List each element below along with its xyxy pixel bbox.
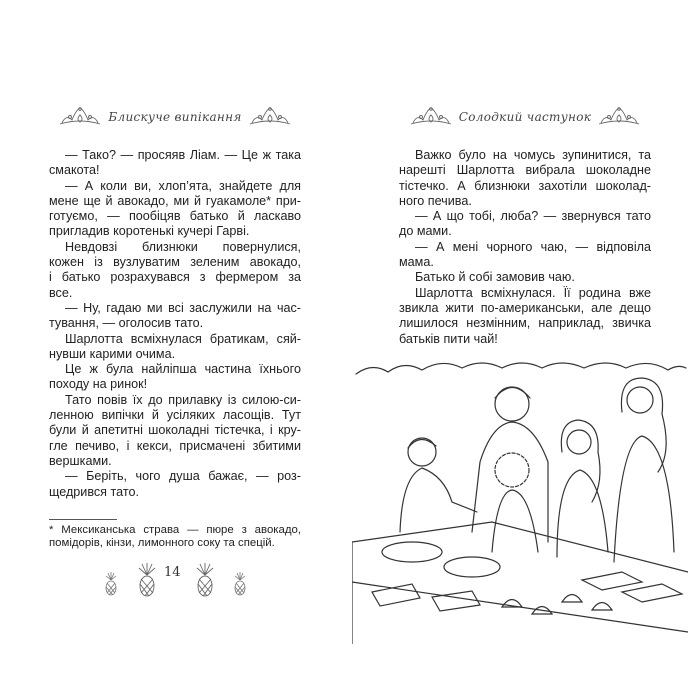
text-line: вершками. [49, 453, 112, 468]
text-line: пригладив коротенькі кучері Гарві. [49, 224, 250, 239]
text-line: до мами. [399, 224, 452, 239]
text-line: Невдовзі близнюки повернулися, [65, 239, 301, 254]
text-line: батьків пити чай! [399, 331, 498, 346]
text-line: — Беріть, чого душа бажає, — роз- [65, 469, 301, 484]
tiara-icon [409, 106, 453, 128]
text-line: нувши карими очима. [49, 346, 176, 361]
pineapple-icon [104, 572, 118, 596]
footnote-divider [49, 519, 117, 520]
text-line: мама. [399, 255, 434, 270]
text-line: були й апетитні шоколадні тістечка, і кру- [49, 423, 301, 438]
pineapple-icon [233, 572, 247, 596]
text-line: лишилося незмінним, наприклад, звичка [399, 316, 651, 331]
text-line: готуємо, — пообіцяв батько й ласкаво [49, 209, 301, 224]
pineapple-icon [195, 563, 215, 597]
footnote-line: помідорів, кінзи, лимонного соку та спецій. [49, 537, 275, 549]
text-line: походу на ринок! [49, 377, 148, 392]
left-running-header [45, 106, 305, 128]
text-line: смакота! [49, 163, 100, 178]
text-line: ного печива. [399, 193, 472, 208]
text-line: Важко було на чомусь зупинитися, та [415, 148, 651, 162]
page-number: 14 [164, 565, 181, 580]
text-line: — А коли ви, хлоп’ята, знайдете для [65, 178, 301, 193]
text-line: і батько розрахувався з фермером за [49, 270, 301, 285]
chapter-title: Солодкий частунок [458, 110, 592, 124]
right-running-header [395, 106, 655, 128]
text-line: тування, — оголосив тато. [49, 316, 204, 331]
footnote [49, 524, 301, 550]
text-line: — А що тобі, люба? — звернувся тато [415, 209, 651, 224]
right-page-body [399, 148, 651, 347]
text-line: Шарлотта всміхнулася братикам, сяй- [65, 331, 301, 346]
pineapple-icon [137, 563, 157, 597]
text-line: Шарлотта всміхнулася. Її родина вже [415, 285, 651, 300]
text-line: Це ж була найліпша частина їхнього [65, 362, 301, 377]
text-line: звикла жити по-американськи, але дещо [399, 300, 651, 315]
text-line: ленною випічки й усіляких ласощів. Тут [49, 408, 301, 423]
text-line: Тато повів їх до прилавку із силою-си- [65, 392, 301, 407]
text-line: тістечко. А близнюки захотіли шоколад- [399, 178, 651, 193]
footnote-line: * Мексиканська страва — пюре з авокадо, [49, 524, 301, 536]
text-line: — Ну, гадаю ми всі заслужили на час- [65, 300, 301, 315]
text-line: щедрився тато. [49, 484, 139, 499]
text-line: гле печиво, і кекси, присмачені збитими [49, 438, 301, 453]
bakery-counter-illustration [352, 352, 688, 644]
chapter-title: Блискуче випікання [108, 110, 242, 124]
tiara-icon [58, 106, 102, 128]
text-line: нарешті Шарлотта вибрала шоколадне [399, 163, 651, 178]
text-line: кожен із вузлуватим зеленим авокадо, [49, 255, 301, 270]
text-line: все. [49, 285, 73, 300]
text-line: — Тако? — просяяв Ліам. — Це ж така [65, 148, 301, 162]
tiara-icon [248, 106, 292, 128]
left-page-body [49, 148, 301, 500]
text-line: Батько й собі замовив чаю. [415, 270, 575, 285]
tiara-icon [597, 106, 641, 128]
text-line: мене ще й авокадо, ми й гуакамоле* при- [49, 193, 301, 208]
text-line: — А мені чорного чаю, — відповіла [415, 239, 651, 254]
